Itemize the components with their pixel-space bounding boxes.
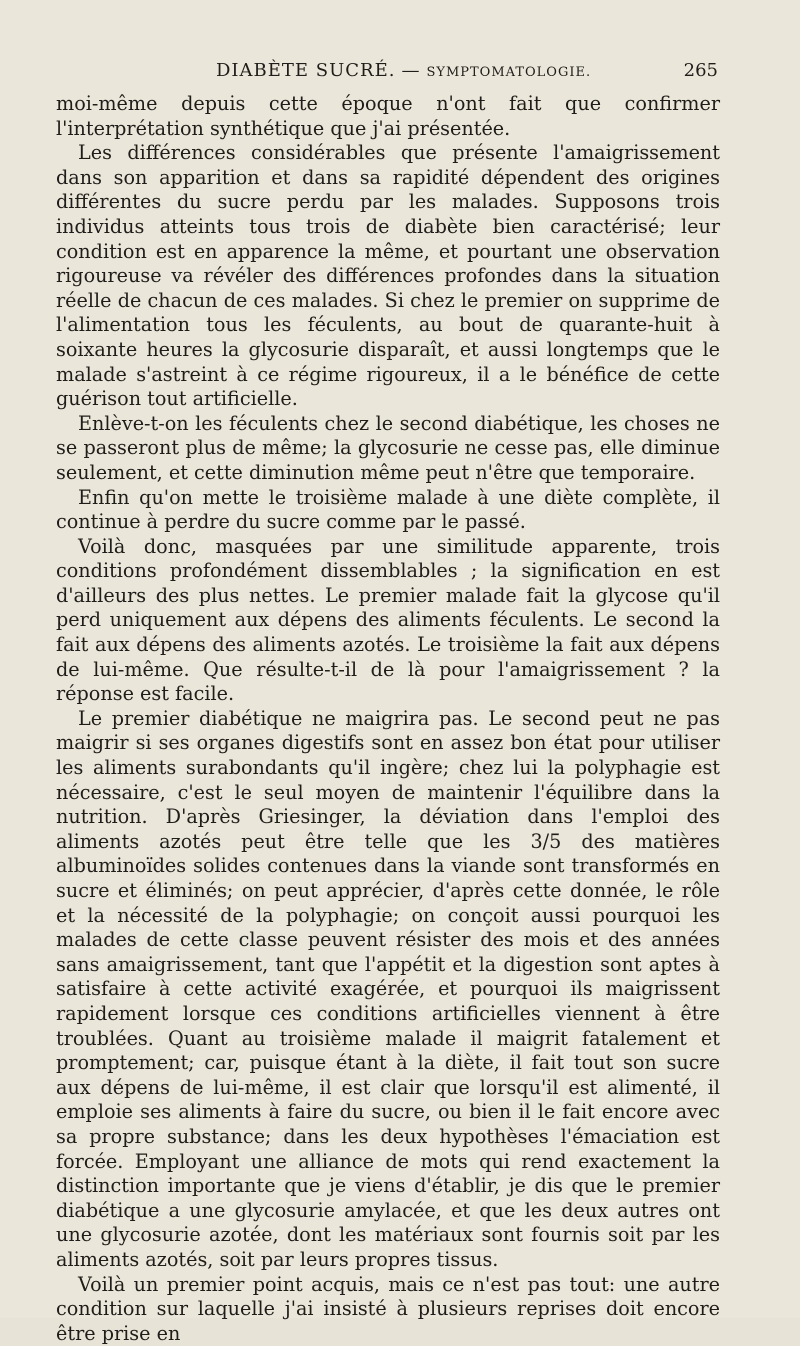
running-title — [216, 60, 591, 81]
running-header — [56, 58, 718, 88]
paragraph: Les différences considérables que présente l'amaigrissement dans son apparition et dans sa rapidité dépendent des origines différentes du sucre perdu par les malades. Supposons trois individus atteints tous trois de diabète bien caractérisé; leur condition est en apparence la même, et pourtant une observation rigoureuse va révéler des différences profondes dans la situation réelle de chacun de ces malades. Si chez le premier on supprime de l'alimentation tous les féculents, au bout de quarante-huit à soixante heures la glycosurie disparaît, et aussi longtemps que le malade s'astreint à ce régime rigoureux, il a le bénéfice de cette guérison tout artificielle. — [56, 141, 720, 412]
paragraph-continued: moi-même depuis cette époque n'ont fait que confirmer l'interprétation synthétique que j'ai présentée. — [56, 92, 720, 141]
paragraph: Le premier diabétique ne maigrira pas. Le second peut ne pas maigrir si ses organes digestifs sont en assez bon état pour utiliser les aliments surabondants qu'il ingère; chez lui la polyphagie est nécessaire, c'est le seul moyen de maintenir l'équilibre dans la nutrition. D'après Griesinger, la déviation dans l'emploi des aliments azotés peut être telle que les 3/5 des matières albuminoïdes solides contenues dans la viande sont transformés en sucre et éliminés; on peut apprécier, d'après cette donnée, le rôle et la nécessité de la polyphagie; on conçoit aussi pourquoi les malades de cette classe peuvent résister des mois et des années sans amaigrissement, tant que l'appétit et la digestion sont aptes à satisfaire à cette activité exagérée, et pourquoi ils maigrissent rapidement lorsque ces conditions artificielles viennent à être troublées. Quant au troisième malade il maigrit fatalement et promptement; car, puisque étant à la diète, il fait tout son sucre aux dépens de lui-même, il est clair que lorsqu'il est alimenté, il emploie ses aliments à faire du sucre, ou bien il le fait encore avec sa propre substance; dans les deux hypothèses l'émaciation est forcée. Employant une alliance de mots qui rend exactement la distinction importante que je viens d'établir, je dis que le premier diabétique a une glycosurie amylacée, et que les deux autres ont une glycosurie azotée, dont les matériaux sont fournis soit par les aliments azotés, soit par leurs propres tissus. — [56, 707, 720, 1273]
paragraph: Enlève-t-on les féculents chez le second diabétique, les choses ne se passeront plus de même; la glycosurie ne cesse pas, elle diminue seulement, et cette diminution même peut n'être que temporaire. — [56, 412, 720, 486]
title-separator: — — [401, 60, 420, 81]
paragraph: Voilà un premier point acquis, mais ce n'est pas tout: une autre condition sur laquelle j'ai insisté à plusieurs reprises doit encore être prise en — [56, 1273, 720, 1346]
section-title: SYMPTOMATOLOGIE. — [426, 65, 591, 80]
page-number: 265 — [684, 60, 718, 81]
chapter-title: DIABÈTE SUCRÉ. — [216, 60, 395, 81]
body-text — [56, 92, 720, 1346]
paragraph: Enfin qu'on mette le troisième malade à une diète complète, il continue à perdre du sucre comme par le passé. — [56, 486, 720, 535]
paragraph: Voilà donc, masquées par une similitude apparente, trois conditions profondément dissemblables ; la signification en est d'ailleurs des plus nettes. Le premier malade fait la glycose qu'il perd uniquement aux dépens des aliments féculents. Le second la fait aux dépens des aliments azotés. Le troisième la fait aux dépens de lui-même. Que résulte-t-il de là pour l'amaigrissement ? la réponse est facile. — [56, 535, 720, 707]
